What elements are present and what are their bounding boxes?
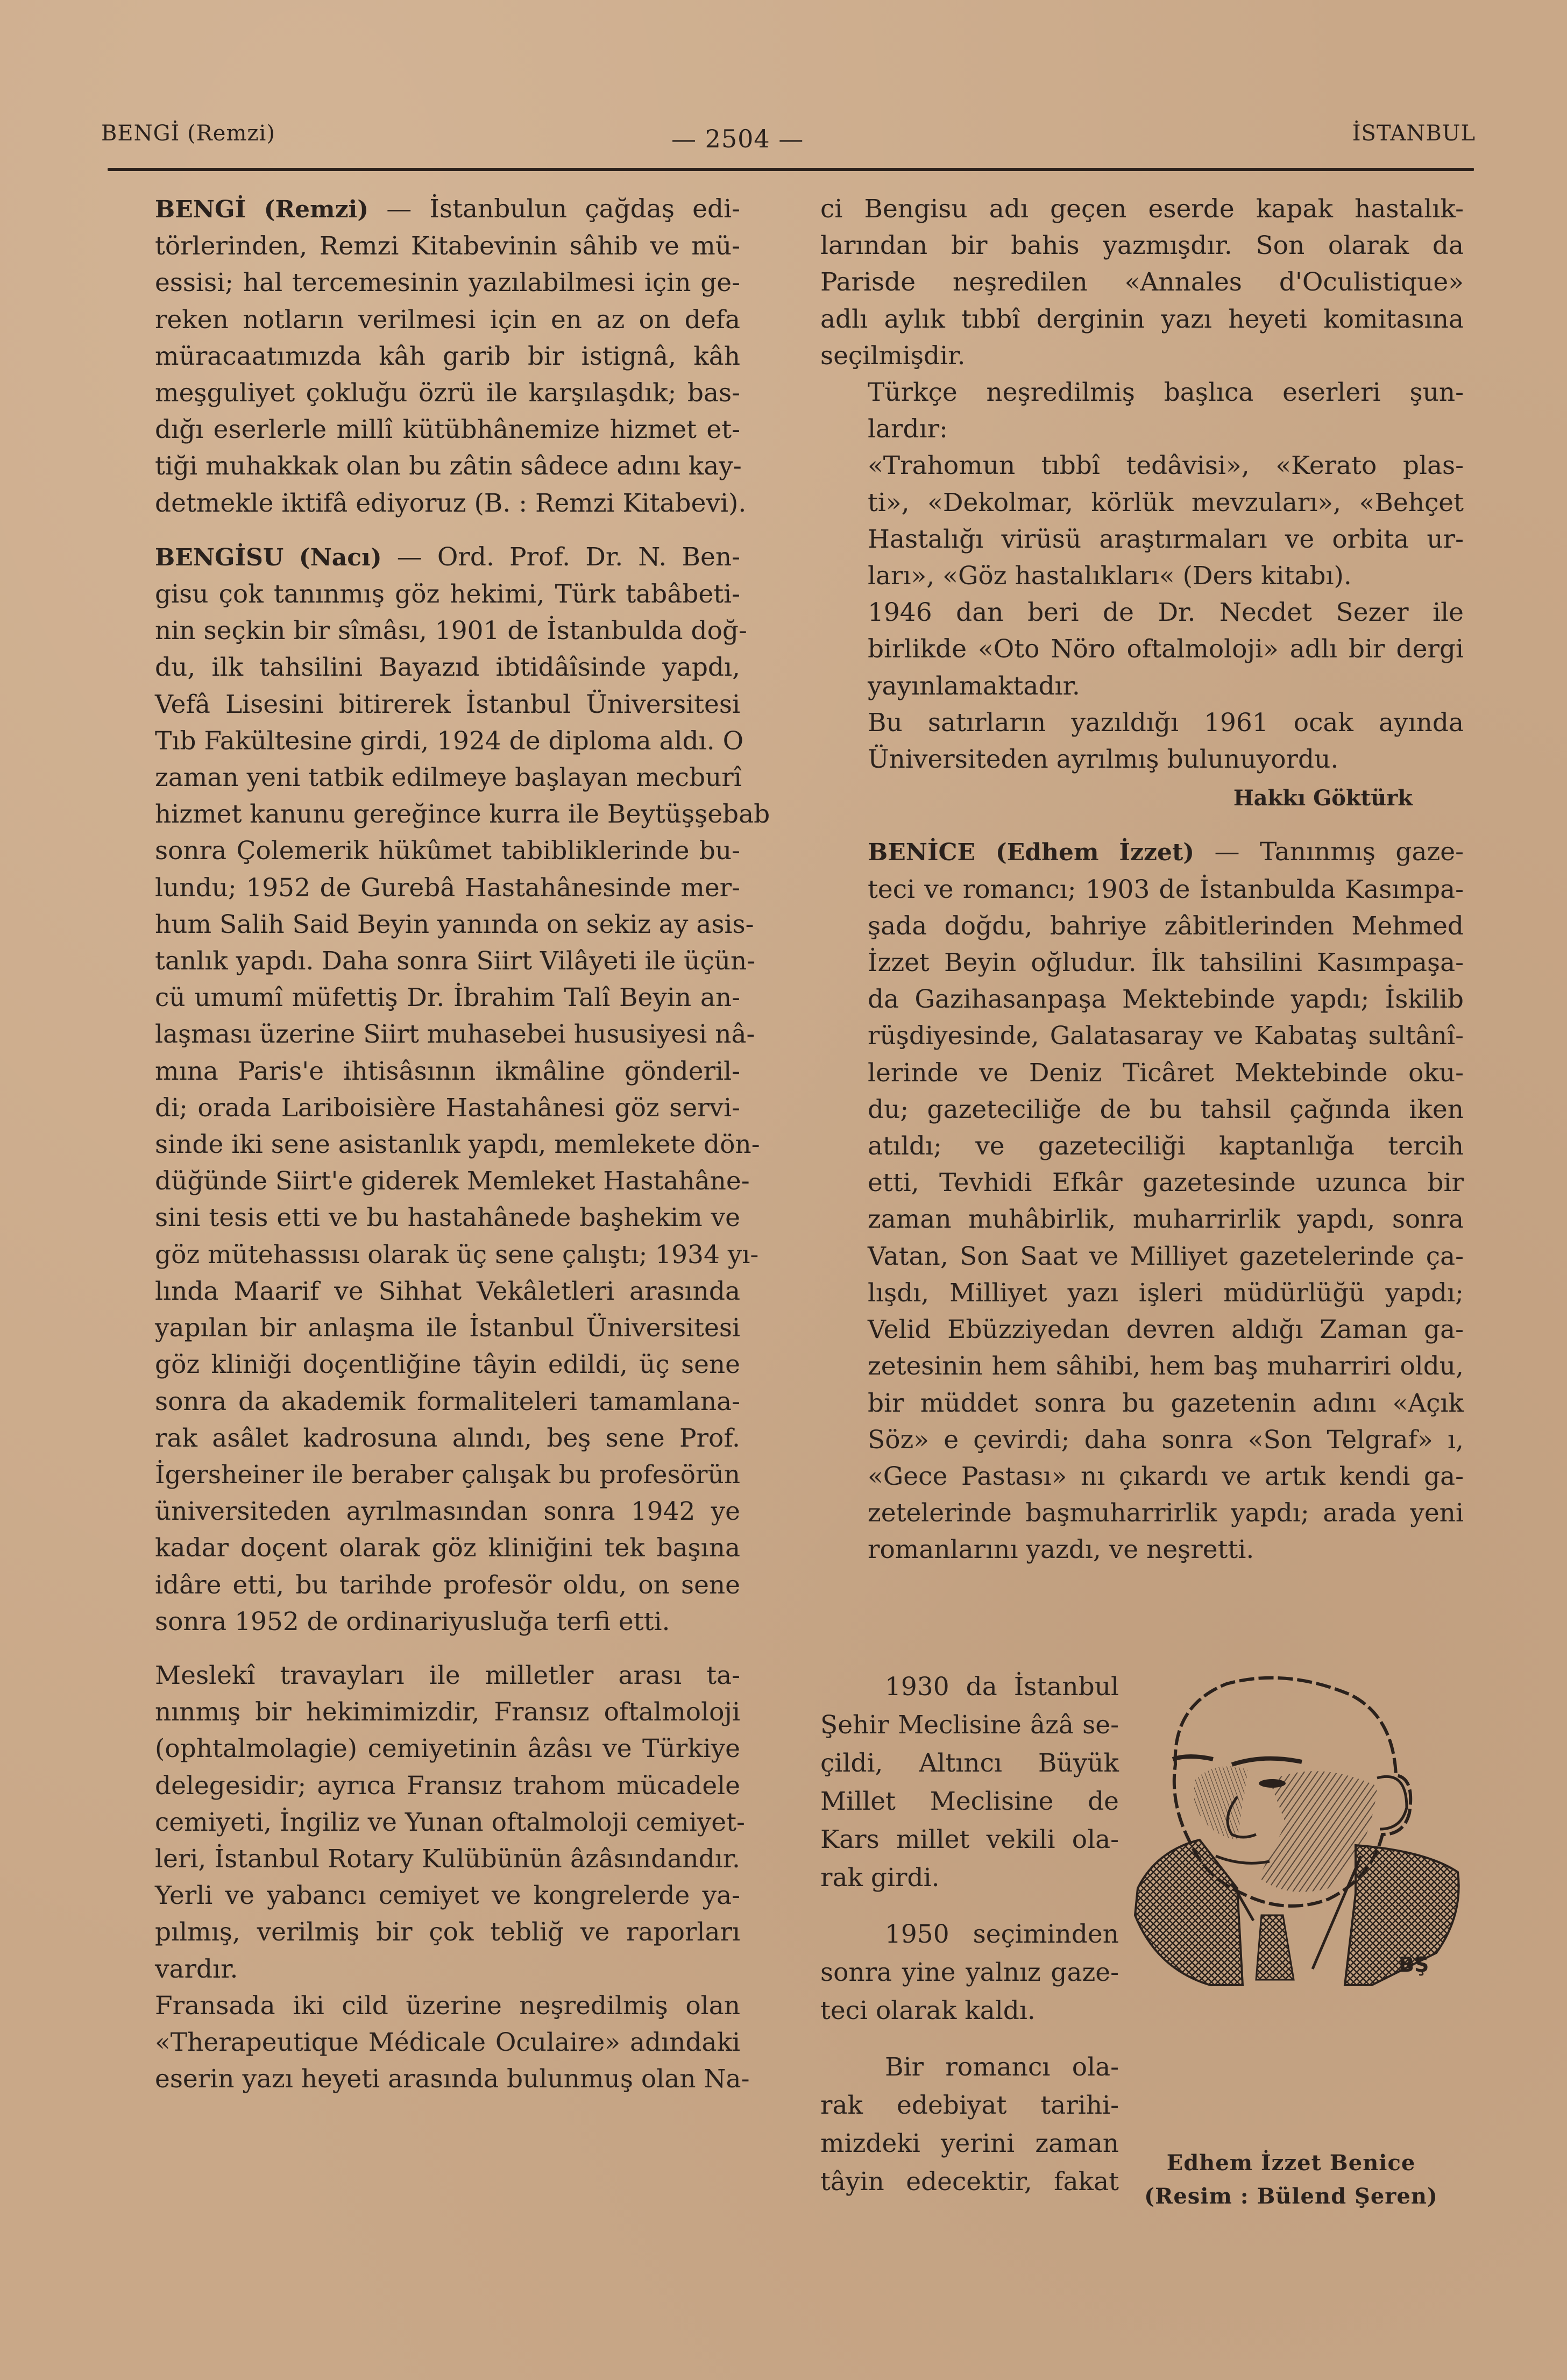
entry-bengisu-naci (108, 539, 770, 1640)
text-line: atıldı; ve gazeteciliği kaptanlığa tercih (868, 1131, 1464, 1161)
portrait-sketch-icon (1124, 1662, 1501, 2216)
text-line: leri, İstanbul Rotary Kulübünün âzâsındandır. (155, 1844, 740, 1874)
text-line: lında Maarif ve Sihhat Vekâletleri arasında (155, 1276, 740, 1306)
text-line: di; orada Lariboisière Hastahânesi göz servi- (155, 1093, 740, 1123)
paragraph-journal (820, 594, 1464, 705)
text-line: Vatan, Son Saat ve Milliyet gazetelerinde ça- (868, 1241, 1464, 1271)
text-line: «Gece Pastası» nı çıkardı ve artık kendi ga- (868, 1461, 1464, 1491)
text-line: mına Paris'e ihtisâsının ikmâline gönderil- (155, 1056, 740, 1086)
text-line: mizdeki yerini zaman (820, 2129, 1119, 2158)
text-line: meşguliyet çokluğu özrü ile karşılaşdık; bas- (155, 378, 740, 408)
text-line: Bir romancı ola- (885, 2052, 1119, 2082)
text-line: Bu satırların yazıldığı 1961 ocak ayında (868, 707, 1464, 738)
text-line: — Tanınmış gaze- (1194, 837, 1464, 867)
text-line: hum Salih Said Beyin yanında on sekiz ay asis- (155, 909, 754, 939)
text-line: Fransada iki cild üzerine neşredilmiş olan (155, 1991, 740, 2021)
text-line: etti, Tevhidi Efkâr gazetesinde uzunca bir (868, 1168, 1464, 1198)
text-line: du; gazeteciliğe de bu tahsil çağında iken (868, 1094, 1464, 1124)
right-column (820, 191, 1464, 1569)
text-line: törlerinden, Remzi Kitabevinin sâhib ve mü- (155, 231, 740, 261)
caption-credit: (Resim : Bülend Şeren) (1144, 2184, 1438, 2209)
text-line: da Gazihasanpaşa Mektebinde yapdı; İskilib (868, 984, 1464, 1015)
text-line: yayınlamaktadır. (868, 671, 1080, 701)
text-line: 1930 da İstanbul (885, 1672, 1119, 1702)
narrow-text-block (820, 1668, 1119, 2201)
page-number: — 2504 — (671, 124, 804, 153)
text-line: cü umumî müfettiş Dr. İbrahim Talî Beyin an- (155, 983, 740, 1013)
text-line: delegesidir; ayrıca Fransız trahom mücadele (155, 1770, 740, 1801)
text-line: Vefâ Lisesini bitirerek İstanbul Üniversitesi (155, 689, 740, 719)
text-line: rüşdiyesinde, Galatasaray ve Kabataş sultânî- (868, 1021, 1464, 1051)
text-line: üniversiteden ayrılmasından sonra 1942 ye (155, 1497, 740, 1527)
text-line: gisu çok tanınmış göz hekimi, Türk tabâbeti- (155, 579, 740, 610)
entry-benice-edhem-izzet (820, 834, 1464, 1568)
paragraph-novelist (820, 2048, 1119, 2201)
text-line: kadar doçent olarak göz kliniğini tek başına (155, 1533, 740, 1563)
text-line: rak girdi. (820, 1863, 940, 1893)
text-line: nınmış bir hekimimizdir, Fransız oftalmoloji (155, 1697, 740, 1727)
text-line: reken notların verilmesi için en az on defa (155, 304, 740, 335)
portrait-caption (1140, 2147, 1442, 2213)
text-line: idâre etti, bu tarihde profesör oldu, on sene (155, 1570, 740, 1600)
text-line: lerinde ve Deniz Ticâret Mektebinde oku- (868, 1058, 1464, 1088)
paragraph-france (108, 1988, 750, 2098)
header-right-section: İSTANBUL (1352, 121, 1476, 146)
text-line: Meslekî travayları ile milletler arası ta- (155, 1660, 740, 1690)
text-line: lardır: (868, 414, 948, 444)
text-line: teci ve romancı; 1903 de İstanbulda Kasımpa- (868, 874, 1464, 904)
text-line: tanlık yapdı. Daha sonra Siirt Vilâyeti ile üçün- (155, 946, 756, 976)
text-line: nin seçkin bir sîmâsı, 1901 de İstanbulda doğ- (155, 616, 747, 646)
text-line: rak edebiyat tarihi- (820, 2091, 1119, 2120)
text-line: Velid Ebüzziyedan devren aldığı Zaman ga- (868, 1315, 1464, 1345)
text-line: zetelerinde başmuharrirlik yapdı; arada yeni (868, 1498, 1464, 1528)
text-line: ti», «Dekolmar, körlük mevzuları», «Behçet (868, 487, 1464, 518)
text-line: zetesinin hem sâhibi, hem baş muharriri oldu, (868, 1351, 1464, 1382)
text-line: göz kliniği doçentliğine tâyin edildi, üç sene (155, 1350, 740, 1380)
text-line: (ophtalmolagie) cemiyetinin âzâsı ve Türkiye (155, 1734, 740, 1764)
paragraph-memberships (108, 1658, 745, 1988)
text-line: Yerli ve yabancı cemiyet ve kongrelerde ya- (155, 1881, 740, 1911)
text-line: Millet Meclisine de (820, 1787, 1119, 1816)
caption-name: Edhem İzzet Benice (1166, 2150, 1416, 2176)
text-line: «Therapeutique Médicale Oculaire» adındaki (155, 2027, 740, 2057)
author-signature: Hakkı Göktürk (1233, 785, 1413, 811)
text-line: sini tesis etti ve bu hastahânede başhekim ve (155, 1203, 740, 1233)
headword: BENGİ (Remzi) (155, 196, 369, 223)
text-line: İzzet Beyin oğludur. İlk tahsilini Kasımpaşa- (868, 948, 1464, 978)
text-line: 1946 dan beri de Dr. Necdet Sezer ile (868, 598, 1464, 628)
text-line: detmekle iktifâ ediyoruz (B. : Remzi Kitabevi). (155, 488, 747, 518)
paragraph-1950 (820, 1915, 1119, 2030)
paragraph-works-list (820, 448, 1464, 594)
text-line: Üniversiteden ayrılmış bulunuyordu. (868, 745, 1339, 775)
running-header (101, 121, 1476, 159)
entry-bengi-remzi (108, 191, 747, 522)
text-line: Söz» e çevirdi; daha sonra «Son Telgraf» ı, (868, 1425, 1464, 1455)
paragraph-1930 (820, 1668, 1119, 1897)
text-line: hizmet kanunu gereğince kurra ile Beytüşşebab (155, 799, 770, 830)
text-line: müracaatımızda kâh garib bir istignâ, kâh (155, 341, 740, 371)
text-line: lundu; 1952 de Gurebâ Hastahânesinde mer- (155, 873, 740, 903)
header-rule (108, 168, 1474, 171)
text-line: du, ilk tahsilini Bayazıd ibtidâîsinde yapdı, (155, 653, 740, 683)
text-line: — İstanbulun çağdaş edi- (368, 194, 740, 224)
text-line: Türkçe neşredilmiş başlıca eserleri şun- (868, 378, 1464, 408)
text-line: sonra 1952 de ordinariyusluğa terfi etti. (155, 1606, 670, 1637)
artist-monogram: BŞ (1399, 1953, 1429, 1977)
paragraph-retirement (820, 705, 1464, 778)
text-line: rak asâlet kadrosuna alındı, beş sene Prof. (155, 1423, 740, 1453)
text-line: «Trahomun tıbbî tedâvisi», «Kerato plas- (868, 451, 1464, 481)
headword: BENİCE (Edhem İzzet) (868, 839, 1195, 867)
paragraph-continuation (820, 191, 1464, 374)
header-left-entry: BENGİ (Remzi) (101, 121, 275, 146)
text-line: — Ord. Prof. Dr. N. Ben- (381, 542, 740, 572)
text-line: Şehir Meclisine âzâ se- (820, 1710, 1119, 1740)
text-line: dığı eserlerle millî kütübhânemize hizmet et- (155, 415, 740, 445)
text-line: essisi; hal tercemesinin yazılabilmesi için ge- (155, 268, 740, 298)
text-line: laşması üzerine Siirt muhasebei hususiyesi nâ- (155, 1019, 755, 1050)
text-line: cemiyeti, İngiliz ve Yunan oftalmoloji cemiyet- (155, 1807, 745, 1837)
text-line: Parisde neşredilen «Annales d'Oculistique» (820, 267, 1464, 298)
text-line: sonra da akademik formaliteleri tamamlana- (155, 1386, 740, 1416)
text-line: zaman yeni tatbik edilmeye başlayan mecburî (155, 763, 742, 793)
text-line: sonra Çolemerik hükûmet tabibliklerinde bu- (155, 836, 740, 866)
text-line: düğünde Siirt'e giderek Memleket Hastahâne- (155, 1166, 750, 1196)
text-line: İgersheiner ile beraber çalışak bu profesörün (155, 1460, 740, 1490)
text-line: ları», «Göz hastalıkları« (Ders kitabı). (868, 561, 1352, 591)
text-line: pılmış, verilmiş bir çok tebliğ ve raporları (155, 1917, 740, 1947)
text-line: göz mütehassısı olarak üç sene çalıştı; 1934 yı- (155, 1239, 759, 1270)
text-line: yapılan bir anlaşma ile İstanbul Üniversitesi (155, 1313, 740, 1343)
text-line: ci Bengisu adı geçen eserde kapak hastalık- (820, 194, 1464, 224)
text-line: adlı aylık tıbbî derginin yazı heyeti komitasına (820, 304, 1464, 334)
text-line: zaman muhâbirlik, muharrirlik yapdı, sonra (868, 1205, 1464, 1235)
text-line: tâyin edecektir, fakat (820, 2167, 1119, 2197)
text-line: eserin yazı heyeti arasında bulunmuş olan Na- (155, 2064, 750, 2094)
text-line: romanlarını yazdı, ve neşretti. (868, 1535, 1254, 1565)
text-line: seçilmişdir. (820, 341, 966, 371)
text-line: şada doğdu, bahriye zâbitlerinden Mehmed (868, 911, 1464, 941)
text-line: sonra yine yalnız gaze- (820, 1958, 1119, 1987)
text-line: vardır. (155, 1954, 238, 1984)
text-line: tiği muhakkak olan bu zâtin sâdece adını kay- (155, 451, 742, 481)
text-line: teci olarak kaldı. (820, 1996, 1036, 2025)
paragraph-works-intro (820, 374, 1464, 448)
text-line: sinde iki sene asistanlık yapdı, memlekete dön- (155, 1130, 760, 1160)
text-line: çildi, Altıncı Büyük (820, 1748, 1119, 1778)
text-line: Hastalığı virüsü araştırmaları ve orbita ur- (868, 524, 1464, 554)
text-line: bir müddet sonra bu gazetenin adını «Açık (868, 1388, 1464, 1418)
text-line: Tıb Fakültesine girdi, 1924 de diploma aldı. O (155, 726, 744, 756)
left-column (108, 191, 770, 2098)
text-line: 1950 seçiminden (885, 1919, 1119, 1949)
text-line: birlikde «Oto Nöro oftalmoloji» adlı bir dergi (868, 634, 1464, 664)
text-line: larından bir bahis yazmışdır. Son olarak da (820, 231, 1464, 261)
text-line: lışdı, Milliyet yazı işleri müdürlüğü yapdı; (868, 1278, 1464, 1308)
headword: BENGİSU (Nacı) (155, 543, 382, 571)
text-line: Kars millet vekili ola- (820, 1825, 1119, 1854)
